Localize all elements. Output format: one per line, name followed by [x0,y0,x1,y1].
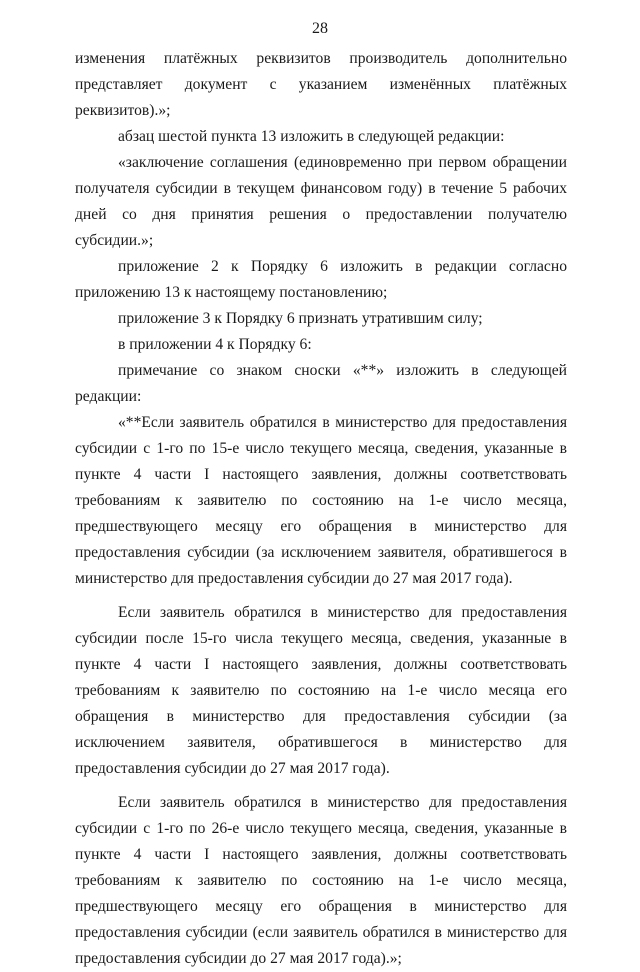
paragraph-footnote-2: Если заявитель обратился в министерство для предоставления субсидии после 15-го числа текущего месяца, сведения, указанные в пункте 4 части I настоящего заявления, должны соответствовать требованиям к заявителю по состоянию на 1-е число месяца его обращения в министерство для предоставления субсидии (за исключением заявителя, обратившегося в министерство для предоставления субсидии до 27 мая 2017 года). [75,604,567,777]
paragraph-footnote-1: «**Если заявитель обратился в министерство для предоставления субсидии с 1-го по 15-е число текущего месяца, сведения, указанные в пункте 4 части I настоящего заявления, должны соответствовать требованиям к заявителю по состоянию на 1-е число месяца, предшествующего месяцу его обращения в министерство для предоставления субсидии (за исключением заявителя, обратившегося в министерство для предоставления субсидии до 27 мая 2017 года). [75,414,567,587]
paragraph-appendix-3: приложение 3 к Порядку 6 признать утратившим силу; [118,310,483,327]
paragraph-footnote-3: Если заявитель обратился в министерство для предоставления субсидии с 1-го по 26-е число текущего месяца, сведения, указанные в пункте 4 части I настоящего заявления, должны соответствовать требованиям к заявителю по состоянию на 1-е число месяца, предшествующего месяцу его обращения в министерство для предоставления субсидии (если заявитель обратился в министерство для предоставления субсидии до 27 мая 2017 года).»; [75,794,567,967]
paragraph-agreement-clause: «заключение соглашения (единовременно при первом обращении получателя субсидии в текущем финансовом году) в течение 5 рабочих дней со дня принятия решения о предоставлении получателю субсидии.»; [75,154,567,249]
paragraph-appendix-4: в приложении 4 к Порядку 6: [118,336,312,353]
paragraph-appendix-2: приложение 2 к Порядку 6 изложить в редакции согласно приложению 13 к настоящему постановлению; [75,258,567,301]
paragraph-footnote-intro: примечание со знаком сноски «**» изложить в следующей редакции: [75,362,567,405]
document-body [75,46,567,972]
paragraph-continuation: изменения платёжных реквизитов производитель дополнительно представляет документ с указанием изменённых платёжных реквизитов).»; [75,50,567,119]
page-number: 28 [312,20,328,37]
paragraph-amendment-intro: абзац шестой пункта 13 изложить в следующей редакции: [118,128,505,145]
